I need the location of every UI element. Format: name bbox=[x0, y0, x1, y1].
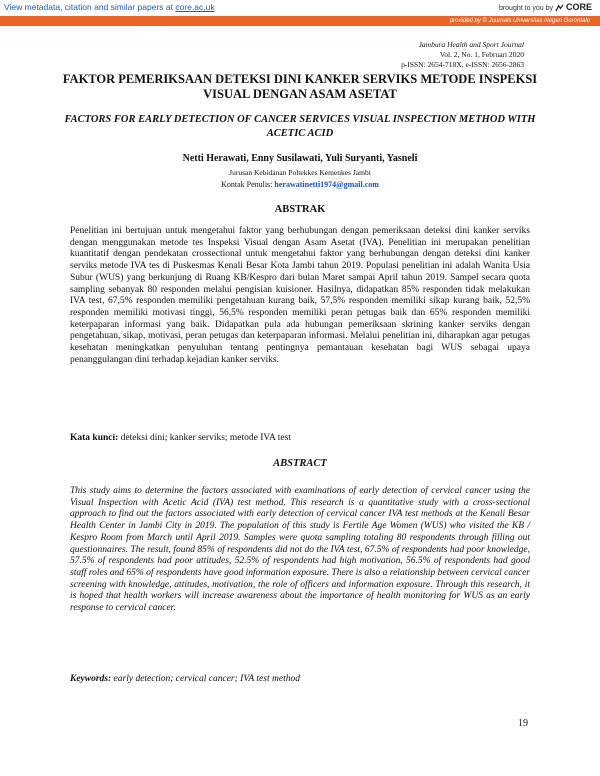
brought-to-you-by bbox=[499, 2, 592, 12]
paper-subtitle: FACTORS FOR EARLY DETECTION OF CANCER SERVICES VISUAL INSPECTION METHOD WITH ACETIC ACID bbox=[64, 114, 536, 139]
abstract-heading: ABSTRACT bbox=[273, 458, 327, 469]
brought-by-text: brought to you by bbox=[498, 5, 554, 12]
core-label: CORE bbox=[565, 2, 592, 12]
kata-kunci-text: deteksi dini; kanker serviks; metode IVA test bbox=[118, 433, 291, 443]
authors: Netti Herawati, Enny Susilawati, Yuli Suryanti, Yasneli bbox=[182, 153, 418, 164]
journal-info bbox=[401, 40, 524, 70]
page-number: 19 bbox=[518, 718, 528, 729]
journal-issn: p-ISSN: 2654-718X, e-ISSN: 2656-2863 bbox=[401, 60, 524, 69]
author-email-link[interactable]: herawatinetti1974@gmail.com bbox=[274, 180, 379, 189]
paper-title: FAKTOR PEMERIKSAAN DETEKSI DINI KANKER SERVIKS METODE INSPEKSI VISUAL DENGAN ASAM ASETAT bbox=[62, 72, 538, 101]
core-link[interactable]: core.ac.uk bbox=[175, 2, 215, 12]
journal-name: Jambura Health and Sport Journal bbox=[418, 40, 524, 49]
contact-label: Kontak Penulis: bbox=[221, 180, 275, 189]
metadata-notice bbox=[4, 2, 215, 12]
kata-kunci-label: Kata kunci: bbox=[70, 433, 119, 443]
core-logo-icon bbox=[555, 4, 564, 12]
abstrak-heading: ABSTRAK bbox=[274, 204, 326, 215]
provided-by-text: provided by © Journals Universitas Negeri Gorontalo bbox=[449, 18, 590, 24]
keywords-text: early detection; cervical cancer; IVA test method bbox=[111, 674, 300, 684]
metadata-notice-text: View metadata, citation and similar papers at bbox=[4, 2, 176, 12]
contact-author bbox=[60, 180, 540, 189]
core-banner bbox=[0, 0, 600, 17]
affiliation: Jurusan Kebidanan Poltekkes Kemenkes Jambi bbox=[229, 168, 371, 177]
abstrak-body: Penelitian ini bertujuan untuk mengetahui faktor yang berhubungan dengan pemeriksaan deteksi dini kanker serviks dengan menggunakan metode tes Inspeksi Visual dengan Asam Asetat (IVA). Penelitian ini merupakan penelitian kuantitatif dengan pendekatan crossectional untuk mengetahui faktor yang berhubungan dengan deteksi dini kanker serviks metode IVA tes di Puskesmas Kenali Besar Kota Jambi tahun 2019. Populasi penelitian ini adalah Wanita Usia Subur (WUS) yang berkunjung di Ruang KB/Kespro dari bulan Maret sampai April tahun 2019. Sampel secara quota sampling sebanyak 80 responden melalui pengisian kuisioner. Hasilnya, didapatkan 85% responden tidak melakukan IVA test, 67,5% responden memiliki pengetahuan kurang baik, 57,5% responden memiliki sikap kurang baik, 52,5% responden memiliki motivasi tinggi, 56,5% responden memiliki peran petugas baik dan 65% responden memiliki keterpaparan informasi yang baik. Didapatkan pula ada hubungan pemeriksaan skrining kanker serviks dengan pengetahuan, sikap, motivasi, peran petugas dan keterpaparan informasi. Melalui penelitian ini, diharapkan agar petugas kesehatan meningkatkan penyuluhan tentang pentingnya pemantauan kesehatan bagi WUS sebagai upaya penanggulangan dini terhadap kejadian kanker serviks. bbox=[70, 226, 530, 365]
provided-by-bar bbox=[0, 16, 600, 26]
journal-volume: Vol. 2, No. 1, Februari 2020 bbox=[439, 50, 524, 59]
keywords bbox=[70, 674, 530, 684]
keywords-label: Keywords: bbox=[70, 674, 112, 684]
abstract-body: This study aims to determine the factors associated with examinations of early detection of cervical cancer using the Visual Inspection with Acetic Acid (IVA) test method. This research is a quantitative study with a cross-sectional approach to find out the factors associated with early detection of cervical cancer IVA test methods at the Kenali Besar Health Center in Jambi City in 2019. The population of this study is Fertile Age Women (WUS) who visited the KB / Kespro Room from March until April 2019. Samples were quota sampling totaling 80 respondents through filling out questionnaires. The result, found 85% of respondents did not do the IVA test, 67.5% of respondents had poor knowledge, 57.5% of respondents had poor attitudes, 52.5% of respondents had high motivation, 56.5% of respondents had good staff roles and 65% of respondents have good information exposure. There is also a relationship between cervical cancer screening with knowledge, attitudes, motivation, the role of officers and information exposure. Through this research, it is hoped that health workers will increase awareness about the importance of health monitoring for WUS as an early response to cervical cancer. bbox=[70, 486, 530, 614]
kata-kunci bbox=[70, 433, 530, 443]
